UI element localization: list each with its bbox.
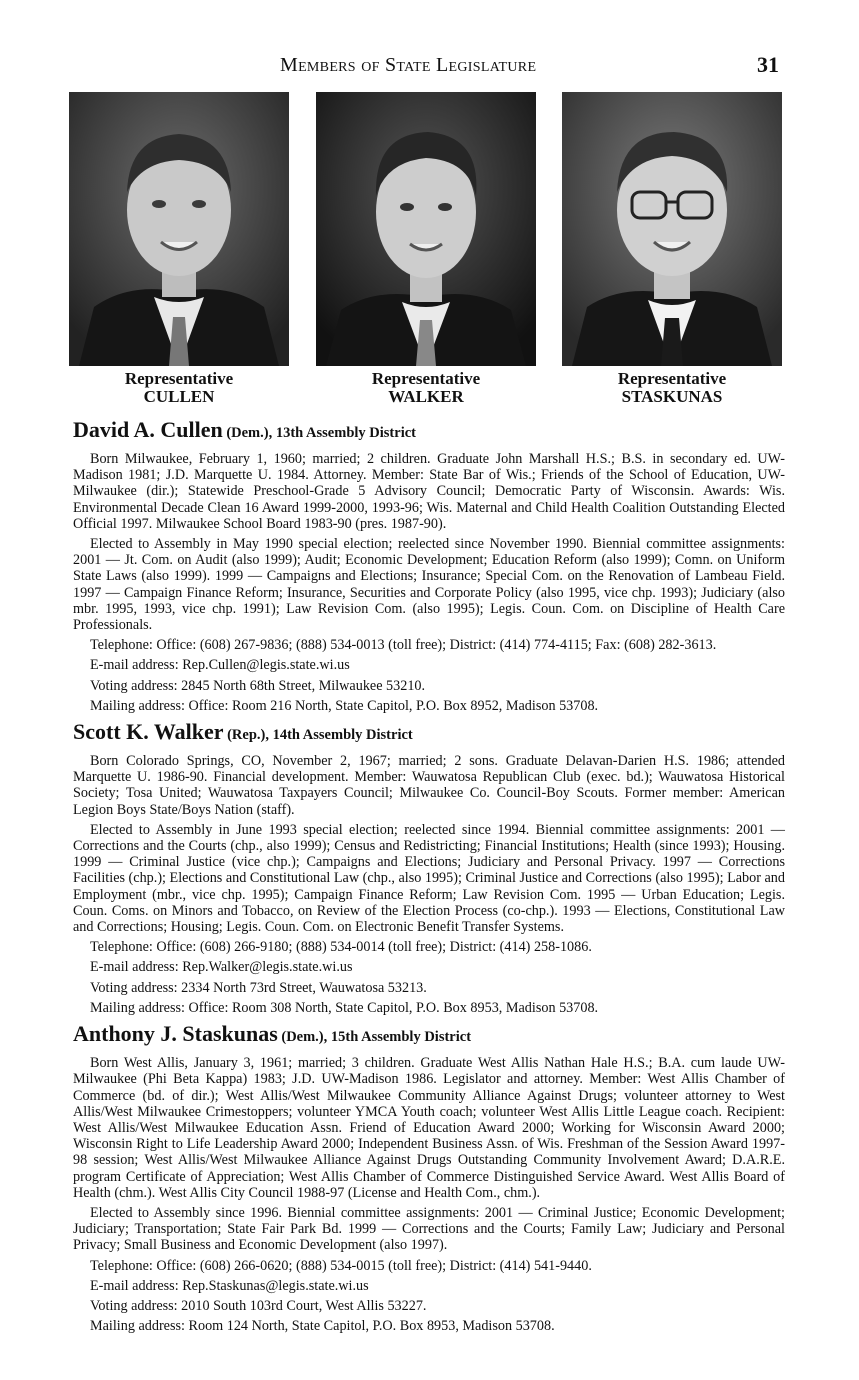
member-mailing-address: Mailing address: Office: Room 308 North, State Capitol, P.O. Box 8953, Madison 53708. xyxy=(90,999,599,1016)
member-entries xyxy=(73,418,785,1340)
member-voting-address: Voting address: 2010 South 103rd Court, West Allis 53227. xyxy=(90,1297,427,1314)
member-entry-walker xyxy=(73,720,785,1016)
running-title: Members of State Legislature xyxy=(280,54,537,76)
member-biography: Born West Allis, January 3, 1961; married; 3 children. Graduate West Allis Nathan Hale H.S.; B.A. cum laude UW-Milwaukee (Phi Beta Kappa) 1983; J.D. UW-Madison 1986. Legislator and attorney. Member: West Allis Chamber of Commerce (bd. of dir.); West Allis/West Milwaukee Community Alliance Against Drugs; volunteer attorney to West Allis/West Milwaukee Crimestoppers; volunteer YMCA Youth coach; volunteer West Allis Little League coach. Recipient: West Allis/West Milwaukee Education Assn. Friend of Education Award 2000; Working for Wisconsin Award 2000; Wisconsin Right to Life Leadership Award 2000; Independent Business Assn. of Wis. Freshman of the Session Award 1997-98 session; West Allis/West Milwaukee Alliance Against Drugs Outstanding Community Involvement Award; D.A.R.E. program Certificate of Appreciation; West Allis Chamber of Commerce Distinguished Service Award. West Allis Board of Health (chm.). West Allis City Council 1988-97 (License and Health Com., chm.). xyxy=(73,1055,785,1201)
member-name: Anthony J. Staskunas xyxy=(73,1021,278,1047)
page-header xyxy=(0,52,859,82)
member-telephone: Telephone: Office: (608) 266-9180; (888) 534-0014 (toll free); District: (414) 258-1086. xyxy=(90,939,592,956)
member-telephone: Telephone: Office: (608) 266-0620; (888) 534-0015 (toll free); District: (414) 541-9440. xyxy=(90,1257,592,1274)
member-party-district: (Dem.), 13th Assembly District xyxy=(226,425,416,441)
portrait-caption: Representative STASKUNAS xyxy=(617,369,727,406)
portrait-cullen xyxy=(68,92,290,406)
portrait-photo xyxy=(69,92,289,366)
portrait-photo xyxy=(316,92,536,366)
member-name: David A. Cullen xyxy=(73,417,223,442)
portrait-staskunas xyxy=(561,92,783,406)
member-heading xyxy=(73,720,785,747)
portrait-row xyxy=(68,92,784,414)
member-name: Scott K. Walker xyxy=(73,719,224,745)
member-biography: Born Milwaukee, February 1, 1960; married; 2 children. Graduate John Marshall H.S.; B.S. in secondary ed. UW-Madison 1981; J.D. Marquette U. 1984. Attorney. Member: State Bar of Wis.; Friends of the School of Education, UW-Milwaukee (dir.); Statewide Preschool-Grade 5 Advisory Council; Democratic Party of Wisconsin. Awards: Wis. Environmental Decade Clean 16 Award 1999-2000, 1993-96; Wis. Maternal and Child Health Coalition Outstanding Elected Official 1997. Milwaukee School Board 1983-90 (pres. 1987-90). xyxy=(73,451,785,532)
member-entry-cullen xyxy=(73,418,785,714)
member-voting-address: Voting address: 2334 North 73rd Street, Wauwatosa 53213. xyxy=(90,979,427,996)
member-career: Elected to Assembly in May 1990 special election; reelected since November 1990. Biennial committee assignments: 2001 — Jt. Com. on Audit (also 1999); Audit; Economic Development; Education Reform (also 1999); Comn. on Uniform State Laws (also 1999). 1999 — Campaigns and Elections; Insurance; Special Com. on the Renovation of Lambeau Field. 1997 — Campaign Finance Reform; Insurance, Securities and Corporate Policy (also 1995, vice chp. 1993); Judiciary (also mbr. 1995, 1993, vice chp. 1991); Law Revision Com. (also 1995); Legis. Coun. Com. on Discipline of Health Care Professionals. xyxy=(73,536,785,634)
member-career: Elected to Assembly since 1996. Biennial committee assignments: 2001 — Criminal Justice; Economic Development; Judiciary; Transportation; State Fair Park Bd. 1999 — Corrections and the Courts; Family Law; Judiciary and Personal Privacy; Small Business and Economic Development (also 1997). xyxy=(73,1204,785,1254)
portrait-caption: Representative CULLEN xyxy=(124,369,234,406)
member-party-district: (Rep.), 14th Assembly District xyxy=(227,727,413,744)
member-career: Elected to Assembly in June 1993 special election; reelected since 1994. Biennial committee assignments: 2001 — Corrections and the Courts (chp., also 1999); Census and Redistricting; Financial Institutions; Health (since 1993); Housing. 1999 — Criminal Justice (vice chp.); Campaigns and Elections; Judiciary and Personal Privacy. 1997 — Corrections Facilities (chp.); Elections and Constitutional Law (chp., also 1995); Criminal Justice and Corrections (also 1995); Labor and Employment (mbr., vice chp. 1995); Campaign Finance Reform; Law Revision Com. 1995 — Urban Education; Legis. Coun. Coms. on Minors and Tobacco, on Review of the Election Process (co-chp.). 1993 — Elections, Constitutional Law and Corrections; Housing; Legis. Coun. Com. on Electronic Benefit Transfer Systems. xyxy=(73,821,785,936)
member-email: E-mail address: Rep.Walker@legis.state.wi.us xyxy=(90,959,353,976)
member-heading xyxy=(73,1022,785,1049)
member-email: E-mail address: Rep.Staskunas@legis.state.wi.us xyxy=(90,1277,369,1294)
member-email: E-mail address: Rep.Cullen@legis.state.wi.us xyxy=(90,657,350,674)
member-voting-address: Voting address: 2845 North 68th Street, Milwaukee 53210. xyxy=(90,677,426,694)
page-number: 31 xyxy=(757,52,779,77)
member-biography: Born Colorado Springs, CO, November 2, 1967; married; 2 sons. Graduate Delavan-Darien H.S. 1986; attended Marquette U. 1986-90. Financial development. Member: Wauwatosa Republican Club (exec. bd.); Wauwatosa Historical Society; Tosa United; Wauwatosa Taxpayers Council; Milwaukee Co. Council-Boy Scouts. Former member: American Legion Boys State/Boys Nation (staff). xyxy=(73,753,785,818)
member-mailing-address: Mailing address: Office: Room 216 North, State Capitol, P.O. Box 8952, Madison 53708. xyxy=(90,697,599,714)
portrait-caption: Representative WALKER xyxy=(371,369,481,406)
member-telephone: Telephone: Office: (608) 267-9836; (888) 534-0013 (toll free); District: (414) 774-4115; Fax: (608) 282-3613. xyxy=(90,637,717,654)
portrait-walker xyxy=(315,92,537,406)
member-heading xyxy=(73,418,785,445)
member-party-district: (Dem.), 15th Assembly District xyxy=(281,1029,472,1046)
member-mailing-address: Mailing address: Room 124 North, State Capitol, P.O. Box 8953, Madison 53708. xyxy=(90,1318,555,1335)
member-entry-staskunas xyxy=(73,1022,785,1334)
portrait-photo xyxy=(562,92,782,366)
